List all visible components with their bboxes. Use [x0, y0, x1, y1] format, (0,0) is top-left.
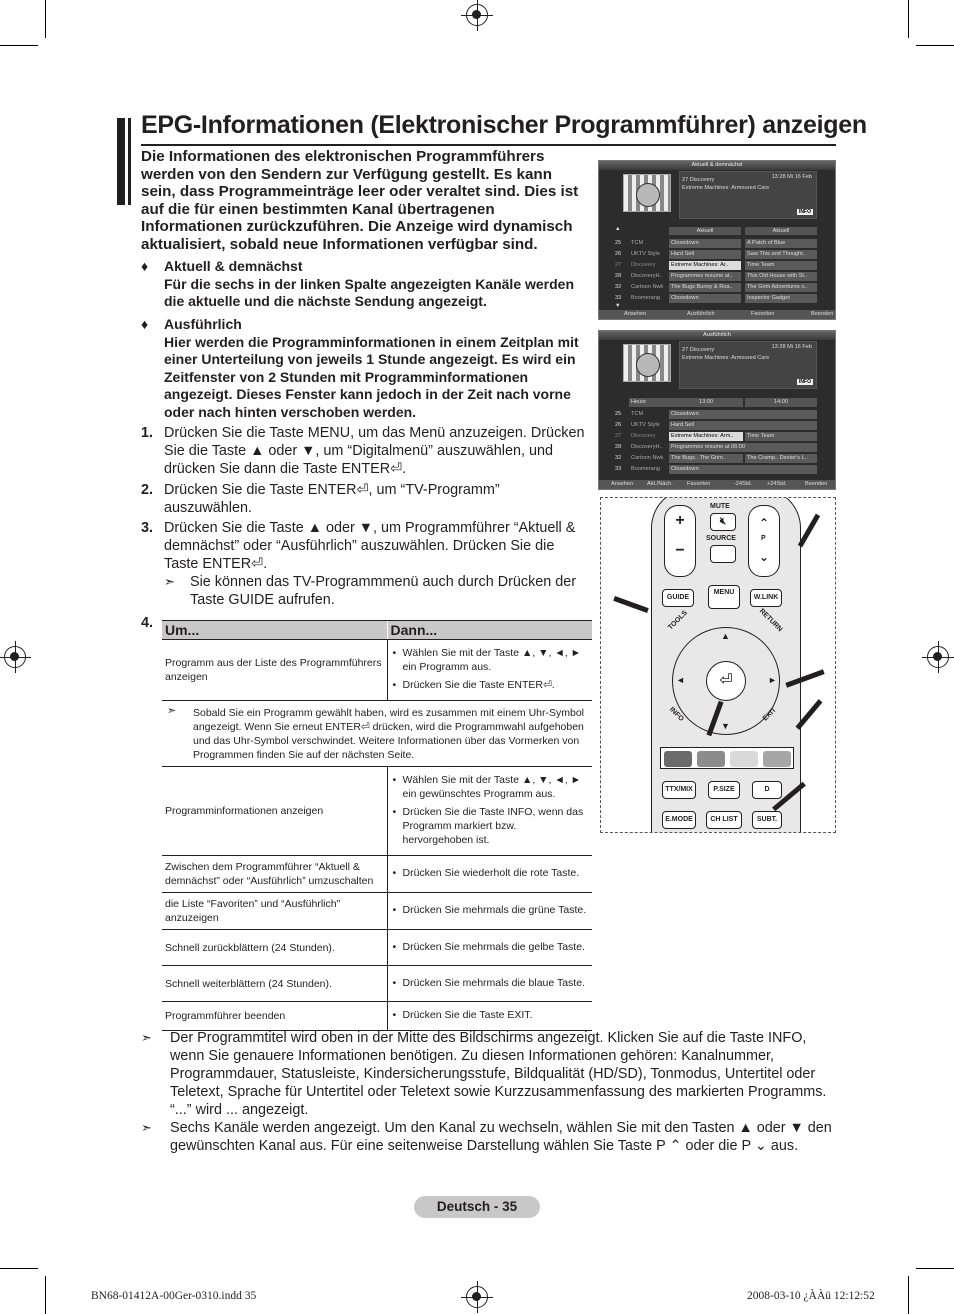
info-time: 13:28 Mi 16 Feb	[771, 344, 812, 350]
footnote-six-channels	[141, 1119, 836, 1155]
step-text: Drücken Sie die Taste ▲ oder ▼, um Programmführer “Aktuell & demnächst” oder “Ausführlich” auszuwählen. Drücken Sie die Taste ENTER⏎.	[164, 520, 576, 572]
yellow-button[interactable]	[730, 751, 758, 767]
bullet-heading: Ausführlich	[164, 316, 242, 332]
day-label: Heute	[629, 398, 669, 407]
footnote-text: Sechs Kanäle werden angezeigt. Um den Kanal zu wechseln, wählen Sie mit den Tasten ▲ oder ▼ den gewünschten Kanal aus. Für eine seitenweise Darstellung wählen Sie Taste P ⌃ oder die P ⌄ aus.	[170, 1120, 832, 1154]
table-bullet: • Drücken Sie wiederholt die rote Taste.	[391, 866, 590, 880]
blue-button[interactable]	[763, 751, 791, 767]
channel-name: UKTV Style	[631, 251, 660, 257]
channel-number: 32	[615, 284, 622, 290]
step-number: 4.	[141, 615, 154, 631]
footer-minus24: -24Std.	[734, 481, 753, 487]
footer-now-next: Akt./Näch.	[647, 481, 673, 487]
channel-name: DiscoveryH..	[631, 444, 663, 450]
table-row	[162, 1002, 592, 1031]
mute-label: MUTE	[710, 503, 730, 510]
table-header-then: Dann...	[387, 621, 592, 640]
epg-screen-now-next	[598, 160, 836, 320]
note-arrow-icon: ➣	[164, 574, 175, 589]
program-slot: Hard Sell	[669, 421, 817, 430]
crop-mark	[45, 0, 46, 38]
scroll-up-icon: ▲	[615, 226, 621, 232]
print-slug-right: 2008-03-10 ¿ÀÀü 12:12:52	[747, 1290, 875, 1302]
program-next: Saw This and Thought..	[745, 250, 817, 259]
program-now: Programmes resume at..	[669, 272, 741, 281]
ttx-mix-button[interactable]: TTX/MIX	[662, 781, 696, 799]
channel-name: DiscoveryH..	[631, 273, 663, 279]
epg-screen-detailed	[598, 330, 836, 490]
program-now: Hard Sell	[669, 250, 741, 259]
table-bullet: • Drücken Sie mehrmals die gelbe Taste.	[391, 940, 590, 954]
bullet-detailed	[141, 316, 587, 421]
table-cell-steps	[387, 930, 592, 966]
channel-number: 28	[615, 273, 622, 279]
subt-button[interactable]: SUBT.	[752, 811, 782, 829]
guide-button[interactable]: GUIDE	[662, 589, 694, 607]
program-next: The Grim Adventures o..	[745, 283, 817, 292]
red-button[interactable]	[664, 751, 692, 767]
info-tag: INFO	[799, 209, 811, 215]
table-cell-action: die Liste “Favoriten” und “Ausführlich” anzuzeigen	[162, 893, 387, 930]
channel-number: 28	[615, 444, 622, 450]
source-label: SOURCE	[706, 535, 736, 542]
channel-name: UKTV Style	[631, 422, 660, 428]
arrow-right-icon: ►	[768, 675, 777, 685]
footer-plus24: +24Std.	[767, 481, 787, 487]
program-now: Closedown	[669, 239, 741, 248]
wlink-button[interactable]: W.LINK	[750, 589, 782, 607]
table-bullet: • Drücken Sie die Taste ENTER⏎.	[391, 678, 590, 692]
test-card-thumbnail	[623, 174, 671, 212]
channel-name: Discovery	[631, 262, 656, 268]
channel-rocker[interactable]: ⌃ ⌄	[748, 505, 780, 577]
table-header-to: Um...	[162, 621, 387, 640]
channel-name: TCM	[631, 240, 644, 246]
channel-number: 33	[615, 466, 622, 472]
info-time: 13:28 Mi 16 Feb	[771, 174, 812, 180]
table-cell-action: Zwischen dem Programmführer “Aktuell & demnächst” oder “Ausführlich” umzuschalten	[162, 856, 387, 893]
table-row	[162, 856, 592, 893]
remote-control	[651, 497, 801, 833]
page-title: EPG-Informationen (Elektronischer Programmführer) anzeigen	[141, 111, 867, 139]
volume-rocker[interactable]: + −	[664, 505, 696, 577]
crop-mark	[916, 1268, 954, 1269]
program-info-box	[679, 171, 817, 219]
table-bullet: • Drücken Sie mehrmals die grüne Taste.	[391, 903, 590, 917]
page-number-badge: Deutsch - 35	[414, 1196, 540, 1218]
channel-number: 33	[615, 295, 622, 301]
tools-label: TOOLS	[667, 609, 689, 632]
table-row	[162, 640, 592, 701]
bullet-text: Für die sechs in der linken Spalte angezeigten Kanäle werden die aktuelle und die nächste Sendung angezeigt.	[164, 275, 575, 309]
footnote-title-info	[141, 1029, 836, 1119]
source-button[interactable]	[710, 545, 736, 563]
p-label: P	[761, 535, 766, 542]
program-next: This Old House with St..	[745, 272, 817, 281]
program-slot: Programmes resume at 06:00	[669, 443, 817, 452]
registration-mark-icon	[927, 646, 949, 668]
table-cell-action: Schnell zurückblättern (24 Stunden).	[162, 930, 387, 966]
table-row	[162, 893, 592, 930]
channel-number: 32	[615, 455, 622, 461]
table-cell-steps	[387, 966, 592, 1002]
arrow-left-icon: ◄	[676, 675, 685, 685]
bullet-heading: Aktuell & demnächst	[164, 258, 303, 274]
return-label: RETURN	[757, 607, 784, 634]
program-info-box	[679, 341, 817, 389]
table-bullet: • Drücken Sie die Taste EXIT.	[391, 1008, 590, 1022]
channel-name: TCM	[631, 411, 644, 417]
info-program: Extreme Machines: Armoured Cars	[682, 185, 770, 191]
epg-actions-table	[162, 620, 592, 1031]
title-accent-gap	[125, 118, 128, 205]
channel-number: 25	[615, 240, 622, 246]
program-now-selected: Extreme Machines: Ar..	[669, 261, 741, 270]
intro-paragraph: Die Informationen des elektronischen Programmführers werden von den Sendern zur Verfügung gestellt. Es kann sein, dass Programmeinträge leer oder veraltet sind. Dies ist auf die für einen bestimmten Kanal übertragenen Informationen zurückzuführen. Die Anzeige wird dynamisch aktualisiert, sobald neue Informationen verfügbar sind.	[141, 148, 579, 253]
program-slot: Time Team	[745, 432, 817, 441]
registration-mark-icon	[4, 646, 26, 668]
emode-button[interactable]: E.MODE	[662, 811, 696, 829]
channel-name: Cartoon Nwk	[631, 284, 664, 290]
time-slot-2: 14:00	[745, 398, 817, 407]
footer-exit: Beenden	[811, 311, 834, 317]
table-row	[162, 930, 592, 966]
pointer-arrow-icon	[798, 514, 820, 548]
crop-mark	[908, 0, 909, 38]
step-text: Drücken Sie die Taste ENTER⏎, um “TV-Programm” auszuwählen.	[164, 482, 500, 516]
arrow-down-icon: ▼	[721, 721, 730, 731]
bullet-now-next	[141, 258, 587, 311]
step-3-note	[164, 573, 594, 609]
step-number: 2.	[141, 482, 154, 498]
footnote-text: Der Programmtitel wird oben in der Mitte des Bildschirms angezeigt. Klicken Sie auf die Taste INFO, wenn Sie genauere Informationen benötigen. Zu diesen Informationen gehören: Kanalnummer, Programmdauer, Statusleiste, Kindersicherungsstufe, Bildqualität (HD/SD), Tonmodus, Untertitel oder Teletext, Sprache für Untertitel oder Teletext sowie Kurzzusammenfassung des markierten Programms. “...” wird ... angezeigt.	[170, 1030, 827, 1118]
note-arrow-icon: ➣	[141, 1120, 152, 1135]
channel-name: Boomerang	[631, 466, 660, 472]
note-arrow-icon: ➣	[167, 704, 177, 717]
info-tag: INFO	[799, 379, 811, 385]
footer-favorites: Favoriten	[687, 481, 711, 487]
table-cell-steps	[387, 640, 592, 701]
col-header-next: Aktuell	[745, 227, 817, 235]
title-rule	[141, 144, 836, 146]
time-slot-1: 13:00	[669, 398, 743, 407]
program-slot-selected: Extreme Machines: Arm..	[669, 432, 743, 441]
program-now: Closedown	[669, 294, 741, 303]
step-2	[141, 481, 591, 517]
table-cell-action: Programminformationen anzeigen	[162, 767, 387, 856]
crop-mark	[908, 1276, 909, 1314]
registration-mark-icon	[466, 1286, 488, 1308]
mute-button[interactable]: 🔇︎	[710, 513, 736, 531]
diamond-bullet-icon: ♦	[141, 316, 149, 332]
table-row	[162, 767, 592, 856]
diamond-bullet-icon: ♦	[141, 258, 149, 274]
footer-favorites: Favoriten	[751, 311, 775, 317]
registration-mark-icon	[466, 4, 488, 26]
color-buttons	[660, 747, 794, 769]
info-channel: 27 Discovery	[682, 347, 715, 353]
step-3	[141, 519, 591, 573]
table-cell-steps	[387, 767, 592, 856]
note-text: Sie können das TV-Programmmenü auch durch Drücken der Taste GUIDE aufrufen.	[190, 574, 577, 608]
table-cell-action: Programmführer beenden	[162, 1002, 387, 1031]
scroll-down-icon: ▼	[615, 303, 621, 309]
channel-number: 25	[615, 411, 622, 417]
channel-number: 26	[615, 251, 622, 257]
footer-watch: Ansehen	[624, 311, 647, 317]
channel-name: Boomerang	[631, 295, 660, 301]
channel-name: Discovery	[631, 433, 656, 439]
table-cell-action: Programm aus der Liste des Programmführers anzeigen	[162, 640, 387, 701]
table-cell-steps	[387, 893, 592, 930]
info-channel: 27 Discovery	[682, 177, 715, 183]
footer-watch: Ansehen	[611, 481, 634, 487]
footer-detailed: Ausführlich	[687, 311, 715, 317]
pointer-arrow-icon	[613, 596, 649, 613]
program-next: Time Team	[745, 261, 817, 270]
table-cell-steps	[387, 1002, 592, 1031]
screen-footer	[599, 310, 835, 319]
info-label: INFO	[667, 706, 685, 723]
crop-mark	[0, 45, 38, 46]
screen-header: Ausführlich	[599, 331, 835, 340]
program-next: Inspector Gadget	[745, 294, 817, 303]
green-button[interactable]	[697, 751, 725, 767]
table-bullet: • Wählen Sie mit der Taste ▲, ▼, ◄, ► ein Programm aus.	[391, 646, 590, 674]
program-now: The Bugs Bunny & Roa..	[669, 283, 741, 292]
remote-illustration	[600, 497, 836, 833]
table-row	[162, 701, 592, 767]
chlist-button[interactable]: CH LIST	[706, 811, 742, 829]
info-program: Extreme Machines: Armoured Cars	[682, 355, 770, 361]
psize-button[interactable]: P.SIZE	[708, 781, 740, 799]
crop-mark	[0, 1268, 38, 1269]
step-1	[141, 424, 591, 478]
table-cell-steps	[387, 856, 592, 893]
table-note-cell	[162, 701, 592, 767]
program-slot: The Cramp.. Dexter's L..	[745, 454, 817, 463]
step-number: 3.	[141, 520, 154, 536]
col-header-now: Aktuell	[669, 227, 741, 235]
crop-mark	[45, 1276, 46, 1314]
note-arrow-icon: ➣	[141, 1030, 152, 1045]
test-card-thumbnail	[623, 344, 671, 382]
channel-number: 27	[615, 433, 622, 439]
footer-exit: Beenden	[805, 481, 828, 487]
table-bullet: • Drücken Sie die Taste INFO, wenn das Programm markiert bzw. hervorgehoben ist.	[391, 805, 590, 847]
arrow-up-icon: ▲	[721, 631, 730, 641]
table-note-text: Sobald Sie ein Programm gewählt haben, wird es zusammen mit einem Uhr-Symbol angezeigt. Wenn Sie erneut ENTER⏎ drücken, wird die Programmwahl aufgehoben und das Uhr-Symbol verschwindet. Weitere Informationen über das Vormerken von Programmen finden Sie auf der nächsten Seite.	[193, 706, 585, 761]
d-button[interactable]: D	[752, 781, 782, 799]
table-row	[162, 966, 592, 1002]
bullet-text: Hier werden die Programminformationen in einem Zeitplan mit einer Unterteilung von jeweils 1 Stunde angezeigt. Es wird ein Zeitfenster von 2 Stunden mit Programminformationen angezeigt. Dieses Fenster kann jedoch in der Zeit nach vorne oder nach hinten verschoben werden.	[164, 333, 579, 420]
step-text: Drücken Sie die Taste MENU, um das Menü anzuzeigen. Drücken Sie die Taste ▲ oder ▼, um “Digitalmenü” auszuwählen, und drücken Sie dann die Taste ENTER⏎.	[164, 425, 585, 477]
title-accent-bar	[117, 118, 131, 205]
table-cell-action: Schnell weiterblättern (24 Stunden).	[162, 966, 387, 1002]
table-bullet: • Wählen Sie mit der Taste ▲, ▼, ◄, ► ein gewünschtes Programm aus.	[391, 773, 590, 801]
exit-label: EXIT	[761, 706, 778, 723]
screen-footer	[599, 480, 835, 489]
program-slot: Closedown	[669, 410, 817, 419]
table-bullet: • Drücken Sie mehrmals die blaue Taste.	[391, 976, 590, 990]
channel-name: Cartoon Nwk	[631, 455, 664, 461]
crop-mark	[916, 45, 954, 46]
menu-button[interactable]: MENU	[708, 585, 740, 609]
step-number: 1.	[141, 425, 154, 441]
program-slot: Closedown	[669, 465, 817, 474]
enter-button[interactable]: ⏎	[706, 661, 746, 701]
print-slug-left: BN68-01412A-00Ger-0310.indd 35	[91, 1290, 257, 1302]
program-slot: The Bugs.. The Grim..	[669, 454, 743, 463]
channel-number: 27	[615, 262, 622, 268]
program-next: A Patch of Blue	[745, 239, 817, 248]
channel-number: 26	[615, 422, 622, 428]
screen-header: Aktuell & demnächst	[599, 161, 835, 170]
